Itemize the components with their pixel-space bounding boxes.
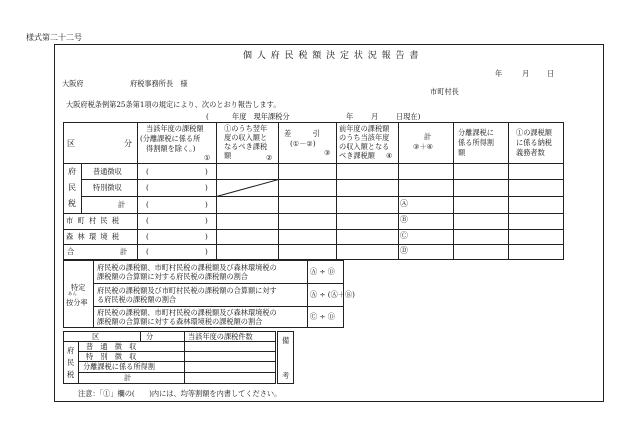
col4-header-line1: 前年度の課税額 — [339, 124, 390, 133]
col7-header-line1: ①の課税額 — [516, 128, 552, 137]
ratio-1-formula: Ⓐ ÷ Ⓓ — [310, 267, 335, 276]
row-city-tax-label: 市 町 村 民 税 — [66, 216, 121, 225]
col6-header-line3: 額 — [458, 148, 466, 157]
col3-header-line1: 差 引 — [284, 129, 320, 138]
col2-header-line1: ①のうち翌年 — [224, 124, 268, 133]
col5-header-line2: ③＋④ — [413, 142, 434, 151]
period-month: 月 — [371, 112, 379, 121]
row-ordinary-label: 普通徴収 — [93, 167, 122, 176]
col2-header-line3: なるべき課税 — [224, 142, 268, 151]
row-forest-tax-label: 森 林 環 境 税 — [66, 232, 121, 241]
sender-title: 市町村長 — [430, 87, 459, 96]
form-number: 様式第二十二号 — [26, 33, 82, 42]
col4-header-line2: のうち当該年度 — [339, 133, 390, 142]
statement: 大阪府税条例第25条第1項の規定により、次のとおり報告します。 — [66, 100, 281, 109]
remarks-label-top: 備 — [282, 336, 290, 345]
ratio-3-formula: Ⓒ ÷ Ⓓ — [310, 312, 335, 321]
paren-open: ( — [146, 183, 149, 192]
row-fu-label: 府 — [68, 167, 76, 176]
page-title: 個 人 府 民 税 額 決 定 状 況 報 告 書 — [243, 51, 420, 61]
special-diagonal — [217, 180, 279, 197]
col4-header-line4: べき課税額 — [339, 151, 375, 160]
bottom-header-category-left: 区 — [92, 332, 100, 341]
col3-header-num: ③ — [324, 148, 331, 157]
paren-close: ) — [205, 232, 208, 241]
col1-header-line3: 得割額を除く。) — [146, 144, 196, 153]
date-day: 日 — [547, 69, 555, 78]
period-date-suffix: 日現在) — [396, 112, 421, 121]
bottom-separate-label: 分離課税に係る所得割 — [83, 362, 155, 371]
col7-header-line3: 義務者数 — [516, 148, 545, 157]
col1-header-line2: (分離課税に係る所 — [140, 134, 201, 143]
bottom-fu-label: 府 — [67, 346, 75, 355]
col2-header-num: ② — [266, 153, 273, 162]
bottom-header-count: 当該年度の課税件数 — [188, 332, 253, 341]
ratio-label-ruby: あん — [68, 292, 77, 297]
ratio-2-formula: Ⓐ ÷ (Ⓐ＋Ⓑ) — [310, 290, 355, 299]
col4-header-line3: の収入額となる — [339, 142, 390, 151]
col6-header-line2: 係る所得割 — [458, 138, 494, 147]
ratio-2-line1: 府民税の課税額及び市町村民税の課税額の合算額に対す — [97, 286, 277, 295]
period-open: ( — [206, 112, 209, 121]
row-subtotal-label: 計 — [118, 200, 126, 209]
mark-a: Ⓐ — [400, 199, 408, 208]
ratio-1-line1: 府民税の課税額、市町村民税の課税額及び森林環境税の — [97, 263, 277, 272]
date-month: 月 — [522, 69, 530, 78]
col5-header-line1: 計 — [424, 132, 432, 141]
ratio-label-line1: 特定 — [71, 283, 86, 292]
bottom-min-label: 民 — [67, 358, 75, 367]
bottom-header-category-right: 分 — [146, 332, 154, 341]
bottom-ordinary-label: 普 通 徴 収 — [86, 342, 137, 351]
mark-b: Ⓑ — [400, 215, 408, 224]
ratio-label-line2: 按分率 — [66, 298, 88, 307]
paren-open: ( — [146, 232, 149, 241]
paren-close: ) — [205, 167, 208, 176]
paren-open: ( — [146, 216, 149, 225]
ratio-3-line2: 課税額の合算額に対する森林環境税の課税額の割合 — [97, 317, 263, 326]
addressee-office: 府税事務所長 様 — [130, 79, 188, 88]
col2-header-line4: 額 — [224, 151, 232, 160]
bottom-special-label: 特 別 徴 収 — [86, 352, 137, 361]
col1-header-num: ① — [204, 153, 211, 162]
paren-open: ( — [146, 167, 149, 176]
addressee-prefecture: 大阪府 — [62, 79, 84, 88]
mark-c: Ⓒ — [400, 231, 408, 240]
header-category-right: 分 — [124, 139, 132, 148]
bottom-zei-label: 税 — [67, 370, 75, 379]
period-fiscal-year: 年度 現年課税分 — [232, 112, 290, 121]
paren-open: ( — [146, 247, 149, 256]
paren-close: ) — [205, 200, 208, 209]
col3-header-line2: (①－②) — [290, 139, 316, 148]
ratio-3-line1: 府民税の課税額、市町村民税の課税額及び森林環境税の — [97, 308, 277, 317]
footnote: 注意：「①」欄の( )内には、均等割額を内書してください。 — [78, 389, 282, 398]
row-zei-label: 税 — [68, 199, 76, 208]
paren-close: ) — [205, 183, 208, 192]
row-min-label: 民 — [68, 183, 76, 192]
paren-open: ( — [146, 200, 149, 209]
col4-header-num: ④ — [386, 151, 393, 160]
row-total-left: 合 — [67, 247, 75, 256]
ratio-1-line2: 課税額の合算額に対する府民税の課税額の割合 — [97, 272, 248, 281]
col7-header-line2: に係る納税 — [516, 138, 552, 147]
period-year: 年 — [346, 112, 354, 121]
bottom-subtotal-label: 計 — [124, 373, 132, 382]
row-special-label: 特別徴収 — [93, 183, 122, 192]
ratio-2-line2: る府民税の課税額の割合 — [97, 295, 177, 304]
mark-d: Ⓓ — [400, 246, 408, 255]
date-year: 年 — [495, 69, 503, 78]
col6-header-line1: 分離課税に — [458, 128, 494, 137]
paren-close: ) — [205, 247, 208, 256]
col1-header-line1: 当該年度の課税額 — [146, 124, 204, 133]
header-category-left: 区 — [67, 139, 75, 148]
row-total-right: 計 — [120, 247, 128, 256]
col2-header-line2: 度の収入額と — [224, 133, 268, 142]
remarks-label-bottom: 考 — [282, 371, 290, 380]
paren-close: ) — [205, 216, 208, 225]
